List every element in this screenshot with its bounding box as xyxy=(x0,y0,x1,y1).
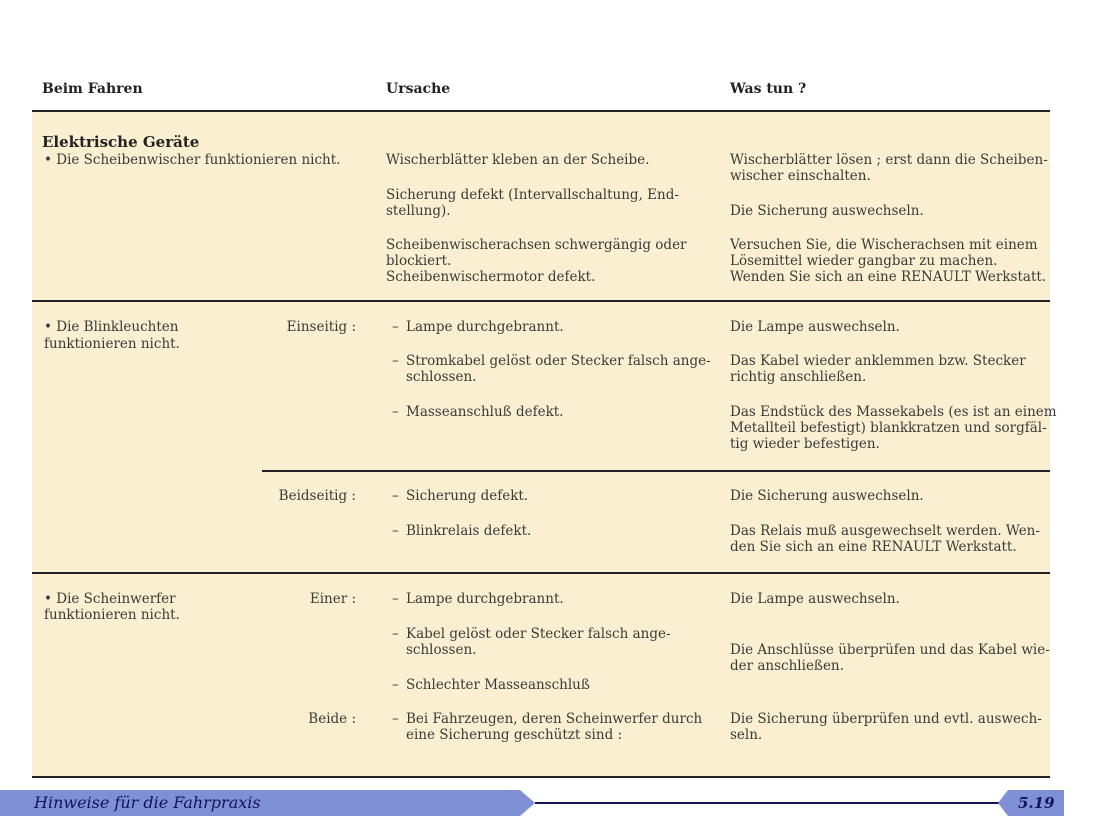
column-header-driving: Beim Fahren xyxy=(42,81,143,97)
action-text: Metallteil befestigt) blankkratzen und sorgfäl- xyxy=(730,420,1047,436)
cause-text: schlossen. xyxy=(406,369,477,385)
condition-label: Beidseitig : xyxy=(278,488,356,504)
condition-label: Beide : xyxy=(308,711,356,727)
footer-title: Hinweise für die Fahrpraxis xyxy=(34,793,261,812)
action-text: Die Lampe auswechseln. xyxy=(730,591,900,607)
section-rule xyxy=(32,300,1050,302)
cause-text: Scheibenwischermotor defekt. xyxy=(386,269,596,285)
action-text: richtig anschließen. xyxy=(730,369,867,385)
cause-text: schlossen. xyxy=(406,642,477,658)
dash-marker: – xyxy=(392,626,399,642)
action-text: Die Sicherung auswechseln. xyxy=(730,203,924,219)
cause-text: Sicherung defekt. xyxy=(406,488,529,504)
action-text: der anschließen. xyxy=(730,658,844,674)
dash-marker: – xyxy=(392,677,399,693)
dash-marker: – xyxy=(392,711,399,727)
cause-text: Lampe durchgebrannt. xyxy=(406,319,564,335)
cause-text: blockiert. xyxy=(386,253,452,269)
dash-marker: – xyxy=(392,591,399,607)
dash-marker: – xyxy=(392,353,399,369)
dash-marker: – xyxy=(392,319,399,335)
action-text: seln. xyxy=(730,727,763,743)
column-header-action: Was tun ? xyxy=(730,81,807,97)
condition-label: Einseitig : xyxy=(286,319,356,335)
dash-marker: – xyxy=(392,488,399,504)
cause-text: Stromkabel gelöst oder Stecker falsch ange- xyxy=(406,353,711,369)
action-text: Die Lampe auswechseln. xyxy=(730,319,900,335)
column-header-cause: Ursache xyxy=(386,81,451,97)
problem-wipers: • Die Scheibenwischer funktionieren nicht. xyxy=(44,152,341,168)
action-text: Das Endstück des Massekabels (es ist an einem xyxy=(730,404,1057,420)
cause-text: Sicherung defekt (Intervallschaltung, End- xyxy=(386,187,679,203)
cause-text: Schlechter Masseanschluß xyxy=(406,677,590,693)
problem-headlights: • Die Scheinwerfer xyxy=(44,591,176,607)
action-text: Wischerblätter lösen ; erst dann die Scheiben- xyxy=(730,152,1048,168)
cause-text: eine Sicherung geschützt sind : xyxy=(406,727,623,743)
action-text: Lösemittel wieder gangbar zu machen. xyxy=(730,253,998,269)
action-text: Versuchen Sie, die Wischerachsen mit einem xyxy=(730,237,1038,253)
page-number: 5.19 xyxy=(1018,794,1055,812)
cause-text: Kabel gelöst oder Stecker falsch ange- xyxy=(406,626,671,642)
cause-text: Masseanschluß defekt. xyxy=(406,404,564,420)
footer-line xyxy=(535,802,1000,804)
cause-text: Lampe durchgebrannt. xyxy=(406,591,564,607)
problem-indicators: funktionieren nicht. xyxy=(44,336,180,352)
problem-headlights: funktionieren nicht. xyxy=(44,607,180,623)
cause-text: Wischerblätter kleben an der Scheibe. xyxy=(386,152,650,168)
action-text: wischer einschalten. xyxy=(730,168,871,184)
action-text: Wenden Sie sich an eine RENAULT Werkstatt. xyxy=(730,269,1047,285)
dash-marker: – xyxy=(392,523,399,539)
cause-text: stellung). xyxy=(386,203,451,219)
action-text: tig wieder befestigen. xyxy=(730,436,880,452)
section-title: Elektrische Geräte xyxy=(42,133,200,151)
cause-text: Scheibenwischerachsen schwergängig oder xyxy=(386,237,687,253)
action-text: Das Kabel wieder anklemmen bzw. Stecker xyxy=(730,353,1026,369)
section-rule xyxy=(32,572,1050,574)
action-text: Die Sicherung überprüfen und evtl. auswech- xyxy=(730,711,1042,727)
bottom-rule xyxy=(32,776,1050,778)
problem-indicators: • Die Blinkleuchten xyxy=(44,319,179,335)
action-text: Die Anschlüsse überprüfen und das Kabel wie- xyxy=(730,642,1050,658)
cause-text: Bei Fahrzeugen, deren Scheinwerfer durch xyxy=(406,711,703,727)
action-text: Die Sicherung auswechseln. xyxy=(730,488,924,504)
action-text: Das Relais muß ausgewechselt werden. Wen- xyxy=(730,523,1040,539)
cause-text: Blinkrelais defekt. xyxy=(406,523,532,539)
action-text: den Sie sich an eine RENAULT Werkstatt. xyxy=(730,539,1017,555)
dash-marker: – xyxy=(392,404,399,420)
condition-label: Einer : xyxy=(309,591,356,607)
subsection-rule xyxy=(262,470,1050,472)
